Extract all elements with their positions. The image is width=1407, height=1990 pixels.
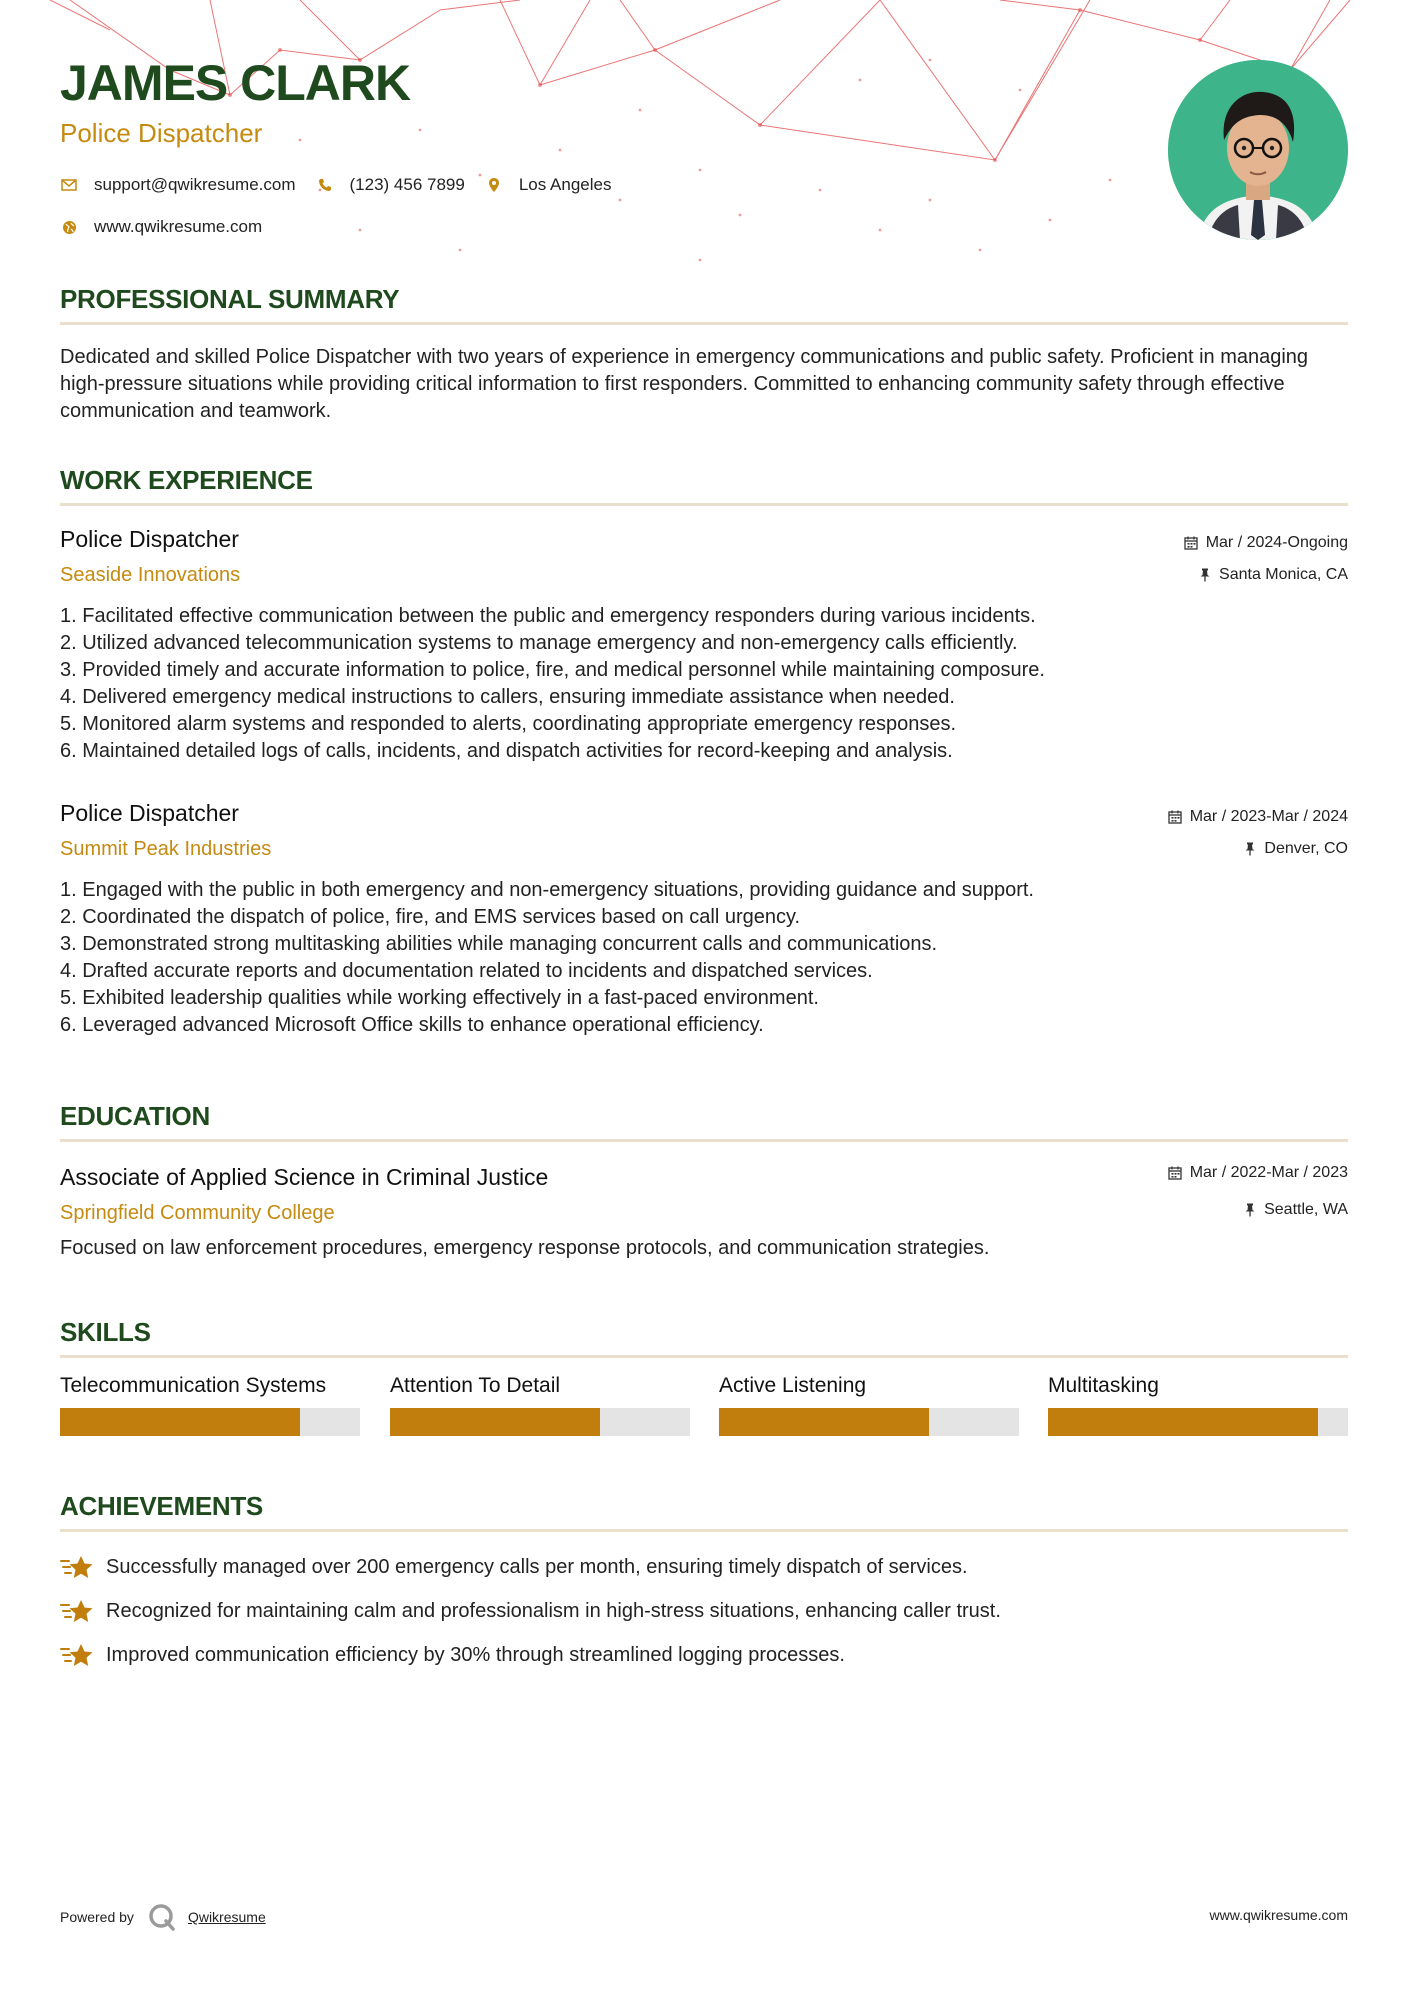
achievement-text: Improved communication efficiency by 30% through streamlined logging processes. xyxy=(106,1644,845,1666)
job-bullets xyxy=(60,877,1350,1039)
avatar xyxy=(1168,60,1348,240)
calendar-icon xyxy=(1168,810,1182,824)
education-dates-text: Mar / 2022-Mar / 2023 xyxy=(1189,1164,1348,1181)
achievement-item xyxy=(60,1597,1001,1625)
education-dates xyxy=(1168,1165,1348,1181)
summary-text: Dedicated and skilled Police Dispatcher with two years of experience in emergency communications and public safety. Proficient in managing high-pressure situations while providing critical information to first responders. Committed to enhancing community safety through effective communication and teamwork. xyxy=(60,346,1309,422)
education-degree: Associate of Applied Science in Criminal Justice xyxy=(60,1164,549,1190)
contact-phone[interactable] xyxy=(316,175,465,195)
skill-item xyxy=(390,1375,690,1436)
list-item: 1. Facilitated effective communication between the public and emergency responders during various incidents. xyxy=(60,605,1036,627)
star-icon xyxy=(60,1597,94,1625)
skill-label: Multitasking xyxy=(1048,1374,1159,1397)
calendar-icon xyxy=(1184,536,1198,550)
skill-bar-fill xyxy=(719,1408,929,1436)
education-heading: EDUCATION xyxy=(60,1101,210,1131)
list-item: 4. Delivered emergency medical instructions to callers, ensuring immediate assistance when needed. xyxy=(60,686,955,708)
job-company: Summit Peak Industries xyxy=(60,838,272,860)
skill-item xyxy=(60,1375,360,1436)
skill-item xyxy=(719,1375,1019,1436)
qwikresume-logo-icon xyxy=(148,1903,176,1931)
skill-bar-track xyxy=(60,1408,360,1436)
job-bullets xyxy=(60,603,1350,765)
brand-link[interactable]: Qwikresume xyxy=(187,1909,266,1925)
section-divider xyxy=(60,1139,1348,1142)
candidate-name: JAMES CLARK xyxy=(60,55,411,111)
job-location-text: Denver, CO xyxy=(1264,840,1348,857)
achievement-item xyxy=(60,1641,845,1669)
powered-by-text: Powered by xyxy=(60,1909,134,1925)
footer-powered-by xyxy=(60,1903,266,1931)
summary-heading: PROFESSIONAL SUMMARY xyxy=(60,284,400,314)
skill-bar-fill xyxy=(1048,1408,1318,1436)
phone-text: (123) 456 7899 xyxy=(349,175,465,194)
job-location-text: Santa Monica, CA xyxy=(1219,566,1348,583)
list-item: 4. Drafted accurate reports and documentation related to incidents and dispatched services. xyxy=(60,960,873,982)
contact-website[interactable] xyxy=(60,217,262,237)
job-dates-text: Mar / 2023-Mar / 2024 xyxy=(1189,808,1348,825)
list-item: 2. Utilized advanced telecommunication systems to manage emergency and non-emergency calls efficiently. xyxy=(60,632,1018,654)
location-text: Los Angeles xyxy=(518,175,612,194)
achievement-item xyxy=(60,1553,968,1581)
job-location xyxy=(1199,567,1348,583)
job-location xyxy=(1244,841,1348,857)
skill-label: Active Listening xyxy=(719,1374,867,1397)
achievement-text: Recognized for maintaining calm and professionalism in high-stress situations, enhancing caller trust. xyxy=(106,1600,1001,1622)
website-text: www.qwikresume.com xyxy=(94,217,263,236)
phone-icon xyxy=(316,176,334,194)
avatar-illustration xyxy=(1168,60,1348,240)
calendar-icon xyxy=(1168,1166,1182,1180)
job-dates-text: Mar / 2024-Ongoing xyxy=(1205,534,1348,551)
pushpin-icon xyxy=(1244,1203,1256,1217)
pushpin-icon xyxy=(1244,842,1256,856)
skill-label: Attention To Detail xyxy=(390,1374,561,1397)
skill-label: Telecommunication Systems xyxy=(60,1374,327,1397)
contact-email[interactable] xyxy=(60,175,296,195)
envelope-icon xyxy=(60,176,78,194)
section-divider xyxy=(60,1355,1348,1358)
education-school: Springfield Community College xyxy=(60,1202,335,1224)
globe-icon xyxy=(60,218,78,236)
skill-bar-fill xyxy=(390,1408,600,1436)
section-divider xyxy=(60,503,1348,506)
skills-heading: SKILLS xyxy=(60,1317,151,1347)
star-icon xyxy=(60,1553,94,1581)
education-location-text: Seattle, WA xyxy=(1264,1201,1348,1218)
map-pin-icon xyxy=(485,176,503,194)
skill-bar-track xyxy=(1048,1408,1348,1436)
list-item: 5. Exhibited leadership qualities while working effectively in a fast-paced environment. xyxy=(60,987,819,1009)
job-dates xyxy=(1184,535,1348,551)
education-description: Focused on law enforcement procedures, emergency response protocols, and communication strategies. xyxy=(60,1237,990,1259)
job-title: Police Dispatcher xyxy=(60,800,239,826)
list-item: 2. Coordinated the dispatch of police, fire, and EMS services based on call urgency. xyxy=(60,906,801,928)
list-item: 6. Maintained detailed logs of calls, incidents, and dispatch activities for record-keeping and analysis. xyxy=(60,740,953,762)
contact-row-primary xyxy=(60,175,631,195)
list-item: 1. Engaged with the public in both emergency and non-emergency situations, providing guidance and support. xyxy=(60,879,1034,901)
list-item: 3. Provided timely and accurate information to police, fire, and medical personnel while maintaining composure. xyxy=(60,659,1045,681)
education-location xyxy=(1244,1202,1348,1218)
contact-location xyxy=(485,175,612,195)
section-divider xyxy=(60,322,1348,325)
pushpin-icon xyxy=(1199,568,1211,582)
skill-bar-track xyxy=(719,1408,1019,1436)
contact-row-secondary xyxy=(60,217,282,237)
star-icon xyxy=(60,1641,94,1669)
experience-heading: WORK EXPERIENCE xyxy=(60,465,313,495)
list-item: 5. Monitored alarm systems and responded to alerts, coordinating appropriate emergency responses. xyxy=(60,713,957,735)
email-text: support@qwikresume.com xyxy=(94,175,296,194)
section-divider xyxy=(60,1529,1348,1532)
skill-bar-fill xyxy=(60,1408,300,1436)
job-company: Seaside Innovations xyxy=(60,564,241,586)
skill-bar-track xyxy=(390,1408,690,1436)
job-dates xyxy=(1168,809,1348,825)
job-title: Police Dispatcher xyxy=(60,526,239,552)
list-item: 3. Demonstrated strong multitasking abilities while managing concurrent calls and communications. xyxy=(60,933,938,955)
achievement-text: Successfully managed over 200 emergency calls per month, ensuring timely dispatch of services. xyxy=(106,1556,968,1578)
achievements-heading: ACHIEVEMENTS xyxy=(60,1491,263,1521)
footer-website[interactable]: www.qwikresume.com xyxy=(1209,1907,1348,1923)
candidate-title: Police Dispatcher xyxy=(60,118,263,148)
skill-item xyxy=(1048,1375,1348,1436)
list-item: 6. Leveraged advanced Microsoft Office skills to enhance operational efficiency. xyxy=(60,1014,764,1036)
